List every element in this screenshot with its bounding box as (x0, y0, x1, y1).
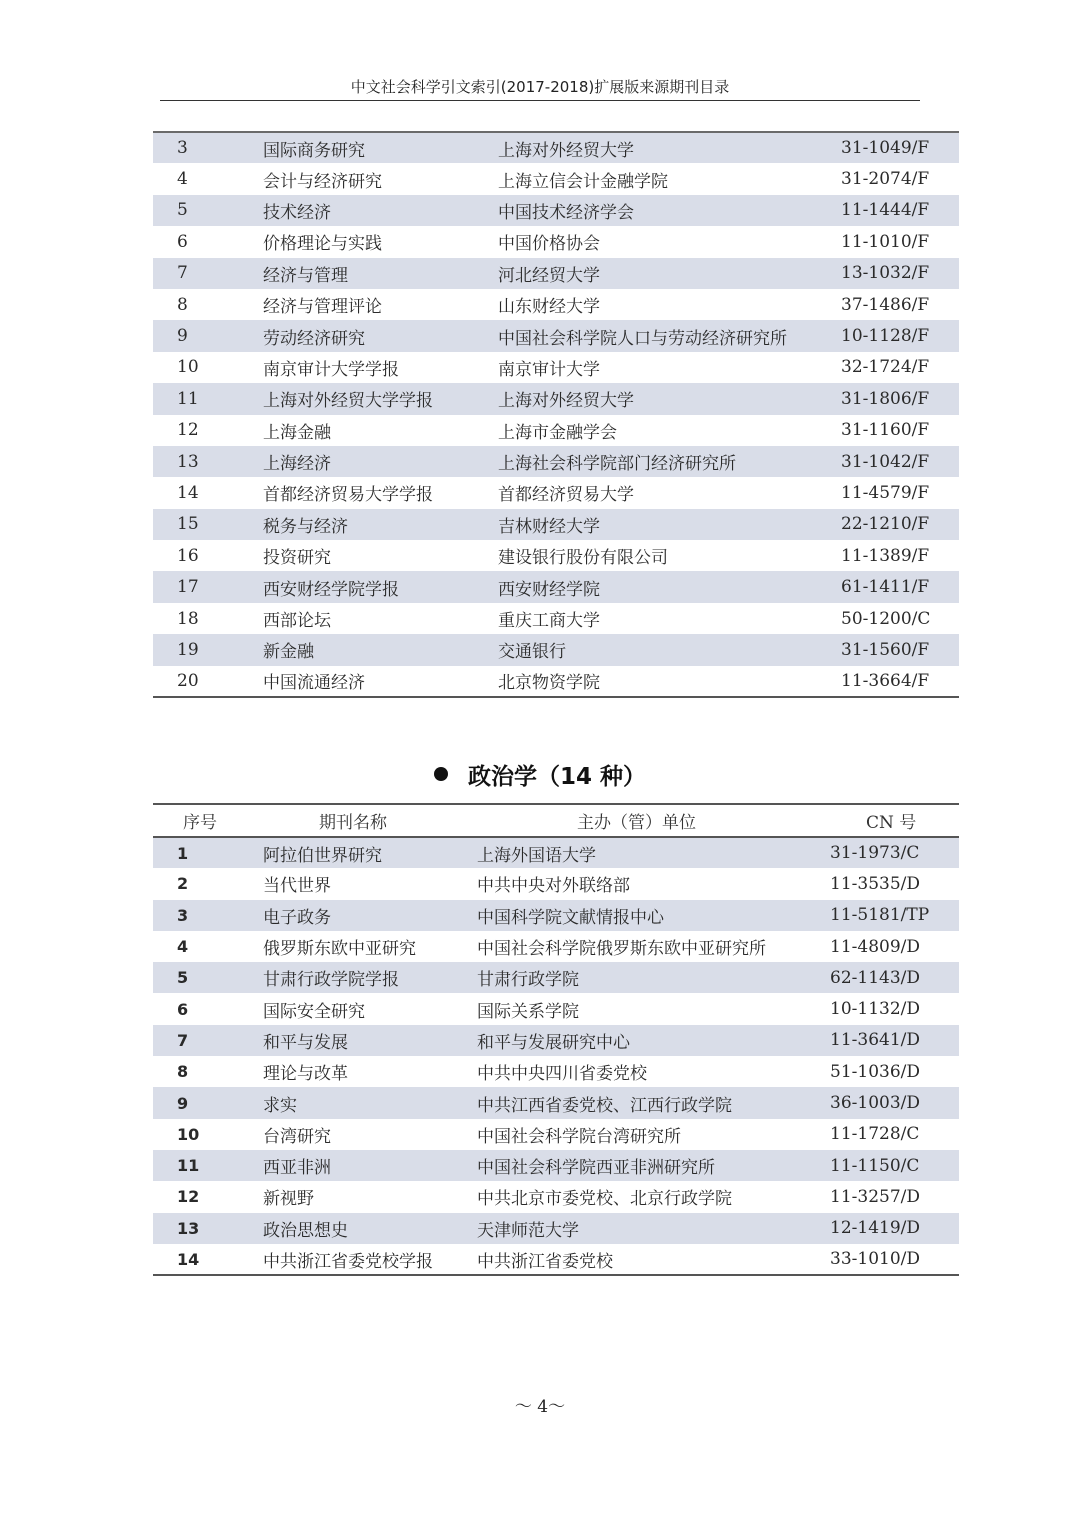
journal-name: 上海金融 (263, 422, 331, 443)
journal-name: 价格理论与实践 (263, 234, 382, 255)
header-rule (160, 100, 920, 101)
table-row (153, 1213, 959, 1244)
row-index: 6 (177, 999, 189, 1019)
sponsor-unit: 中国价格协会 (498, 234, 600, 255)
journal-name: 上海对外经贸大学学报 (263, 383, 498, 414)
table-row (153, 993, 959, 1024)
journal-name: 当代世界 (263, 876, 331, 897)
cn-number: 31-1806/F (841, 383, 959, 414)
cn-number: 11-1150/C (830, 1150, 959, 1181)
cn-number: 31-1049/F (841, 132, 959, 163)
sponsor-unit: 上海对外经贸大学 (498, 132, 841, 163)
journal-name: 技术经济 (263, 195, 498, 226)
column-header-name: 期刊名称 (319, 813, 387, 833)
table-row (153, 962, 959, 993)
table-row (153, 132, 959, 163)
row-index: 19 (153, 634, 263, 665)
cn-number: 11-1010/F (841, 231, 930, 252)
sponsor-unit: 中共浙江省委党校 (477, 1251, 613, 1272)
row-index: 15 (153, 509, 263, 540)
sponsor-unit: 和平与发展研究中心 (477, 1025, 830, 1056)
cn-number: 31-1042/F (841, 446, 959, 477)
sponsor-unit: 交通银行 (498, 634, 841, 665)
journal-name: 首都经济贸易大学学报 (263, 485, 433, 506)
sponsor-unit: 南京审计大学 (498, 359, 600, 380)
row-index: 12 (177, 1187, 200, 1207)
table-row (153, 320, 959, 351)
row-index: 3 (153, 132, 263, 163)
table-row (153, 868, 959, 899)
row-index: 7 (153, 1025, 263, 1056)
table-row (153, 415, 959, 446)
journal-name: 求实 (263, 1087, 477, 1118)
sponsor-unit: 北京物资学院 (498, 673, 600, 694)
cn-number: 32-1724/F (841, 357, 930, 378)
sponsor-unit: 国际关系学院 (477, 1001, 579, 1022)
cn-number: 11-4579/F (841, 482, 930, 503)
cn-number: 10-1128/F (841, 320, 959, 351)
cn-number: 61-1411/F (841, 571, 959, 602)
journal-name: 台湾研究 (263, 1126, 331, 1147)
cn-number: 11-3257/D (830, 1186, 920, 1207)
table-row (153, 634, 959, 665)
journal-name: 上海经济 (263, 446, 498, 477)
row-index: 14 (177, 482, 199, 503)
journal-name: 新视野 (263, 1189, 314, 1210)
row-index: 17 (153, 571, 263, 602)
row-index: 12 (177, 420, 199, 441)
journal-name: 西安财经学院学报 (263, 571, 498, 602)
sponsor-unit: 上海社会科学院部门经济研究所 (498, 446, 841, 477)
cn-number: 11-4809/D (830, 936, 920, 957)
journal-name: 西亚非洲 (263, 1150, 477, 1181)
cn-number: 11-1728/C (830, 1124, 920, 1145)
journal-name: 税务与经济 (263, 509, 498, 540)
sponsor-unit: 中国科学院文献情报中心 (477, 900, 830, 931)
cn-number: 11-3664/F (841, 670, 930, 691)
cn-number: 62-1143/D (830, 962, 959, 993)
table-row (153, 571, 959, 602)
cn-number: 22-1210/F (841, 509, 959, 540)
sponsor-unit: 甘肃行政学院 (477, 962, 830, 993)
table-row (153, 163, 959, 194)
table-row (153, 446, 959, 477)
sponsor-unit: 山东财经大学 (498, 297, 600, 318)
table-row (153, 666, 959, 697)
table-row (153, 383, 959, 414)
row-index: 16 (177, 545, 199, 566)
cn-number: 50-1200/C (841, 608, 931, 629)
journal-name: 甘肃行政学院学报 (263, 962, 477, 993)
sponsor-unit: 上海对外经贸大学 (498, 383, 841, 414)
journal-name: 俄罗斯东欧中亚研究 (263, 939, 416, 960)
journal-name: 国际安全研究 (263, 1001, 365, 1022)
row-index: 7 (153, 258, 263, 289)
column-header-cn: CN 号 (866, 813, 917, 833)
journal-name: 新金融 (263, 634, 498, 665)
table-row (153, 477, 959, 508)
cn-number: 10-1132/D (830, 999, 920, 1020)
sponsor-unit: 中国社会科学院人口与劳动经济研究所 (498, 320, 841, 351)
table-row (153, 1181, 959, 1212)
sponsor-unit: 天津师范大学 (477, 1213, 830, 1244)
row-index: 4 (177, 937, 189, 957)
sponsor-unit: 中共北京市委党校、北京行政学院 (477, 1189, 732, 1210)
table-row (153, 1087, 959, 1118)
cn-number: 31-1560/F (841, 634, 959, 665)
sponsor-unit: 中共中央四川省委党校 (477, 1064, 647, 1085)
sponsor-unit: 西安财经学院 (498, 571, 841, 602)
row-index: 3 (153, 900, 263, 931)
cn-number: 11-1389/F (841, 545, 930, 566)
row-index: 4 (177, 169, 188, 190)
journal-name: 电子政务 (263, 900, 477, 931)
row-index: 11 (153, 383, 263, 414)
journal-name: 西部论坛 (263, 611, 331, 632)
sponsor-unit: 上海市金融学会 (498, 422, 617, 443)
journal-name: 和平与发展 (263, 1025, 477, 1056)
row-index: 9 (153, 320, 263, 351)
cn-number: 11-5181/TP (830, 900, 959, 931)
journal-name: 投资研究 (263, 548, 331, 569)
cn-number: 31-2074/F (841, 169, 930, 190)
sponsor-unit: 建设银行股份有限公司 (498, 548, 668, 569)
row-index: 9 (153, 1087, 263, 1118)
page-number: ～ 4～ (514, 1397, 566, 1417)
row-index: 5 (153, 195, 263, 226)
row-index: 13 (153, 1213, 263, 1244)
cn-number: 11-3641/D (830, 1025, 959, 1056)
journal-name: 阿拉伯世界研究 (263, 837, 477, 868)
journal-name: 中国流通经济 (263, 673, 365, 694)
sponsor-unit: 上海立信会计金融学院 (498, 171, 668, 192)
table-row (153, 352, 959, 383)
sponsor-unit: 首都经济贸易大学 (498, 485, 634, 506)
page-header-title: 中文社会科学引文索引(2017-2018)扩展版来源期刊目录 (350, 78, 730, 96)
sponsor-unit: 河北经贸大学 (498, 258, 841, 289)
sponsor-unit: 吉林财经大学 (498, 509, 841, 540)
column-header-unit: 主办（管）单位 (577, 813, 696, 833)
row-index: 10 (177, 1124, 200, 1144)
row-index: 18 (177, 608, 199, 629)
politics-section-title-text: 政治学（14 种） (467, 764, 646, 790)
journal-name: 经济与管理评论 (263, 297, 382, 318)
table-row (153, 1150, 959, 1181)
row-index: 11 (153, 1150, 263, 1181)
sponsor-unit: 中国社会科学院俄罗斯东欧中亚研究所 (477, 939, 766, 960)
cn-number: 11-1444/F (841, 195, 959, 226)
sponsor-unit: 重庆工商大学 (498, 611, 600, 632)
row-index: 8 (177, 294, 188, 315)
table-row (153, 258, 959, 289)
cn-number: 13-1032/F (841, 258, 959, 289)
politics-journal-table (153, 803, 959, 1276)
table-row (153, 195, 959, 226)
table-row (153, 837, 959, 868)
row-index: 5 (153, 962, 263, 993)
table-row (153, 1056, 959, 1087)
cn-number: 33-1010/D (830, 1249, 920, 1269)
cn-number: 11-3535/D (830, 873, 920, 894)
table-row (153, 289, 959, 320)
cn-number: 31-1973/C (830, 837, 959, 868)
cn-number: 37-1486/F (841, 294, 930, 315)
journal-name: 南京审计大学学报 (263, 359, 399, 380)
row-index: 13 (153, 446, 263, 477)
sponsor-unit: 中国社会科学院西亚非洲研究所 (477, 1150, 830, 1181)
table-row (153, 603, 959, 634)
table-row (153, 540, 959, 571)
journal-name: 理论与改革 (263, 1064, 348, 1085)
sponsor-unit: 中共江西省委党校、江西行政学院 (477, 1087, 830, 1118)
row-index: 10 (177, 357, 199, 378)
cn-number: 36-1003/D (830, 1087, 959, 1118)
table-row (153, 226, 959, 257)
journal-name: 劳动经济研究 (263, 320, 498, 351)
table-row (153, 509, 959, 540)
journal-name: 会计与经济研究 (263, 171, 382, 192)
cn-number: 31-1160/F (841, 420, 930, 441)
journal-name: 经济与管理 (263, 258, 498, 289)
table-row (153, 931, 959, 962)
cn-number: 51-1036/D (830, 1061, 920, 1082)
journal-name: 中共浙江省委党校学报 (263, 1251, 433, 1272)
sponsor-unit: 中国社会科学院台湾研究所 (477, 1126, 681, 1147)
journal-name: 国际商务研究 (263, 132, 498, 163)
table-header-row (153, 804, 959, 837)
row-index: 2 (177, 874, 189, 894)
politics-section-title (0, 758, 1080, 791)
table-row (153, 1244, 959, 1275)
table-row (153, 1025, 959, 1056)
table-row (153, 1119, 959, 1150)
row-index: 20 (177, 670, 199, 691)
row-index: 14 (177, 1249, 200, 1269)
row-index: 8 (177, 1062, 189, 1082)
row-index: 1 (153, 837, 263, 868)
sponsor-unit: 上海外国语大学 (477, 837, 830, 868)
economics-journal-table (153, 131, 959, 698)
journal-name: 政治思想史 (263, 1213, 477, 1244)
bullet-icon (434, 767, 448, 781)
column-header-index: 序号 (183, 813, 217, 833)
sponsor-unit: 中国技术经济学会 (498, 195, 841, 226)
cn-number: 12-1419/D (830, 1213, 959, 1244)
sponsor-unit: 中共中央对外联络部 (477, 876, 630, 897)
table-row (153, 900, 959, 931)
row-index: 6 (177, 231, 188, 252)
